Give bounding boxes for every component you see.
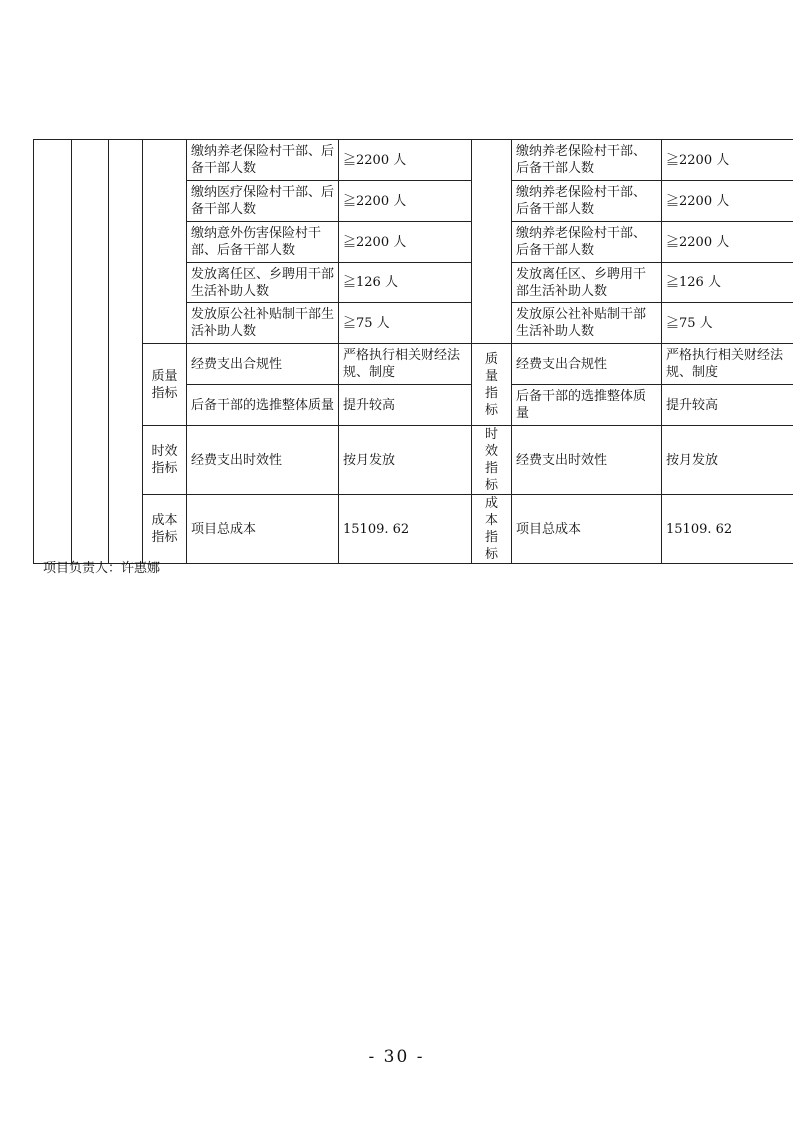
category-label: 时效指标 [484, 427, 498, 493]
page-number: - 30 - [368, 1047, 425, 1067]
left-indicator-value: 严格执行相关财经法规、制度 [339, 344, 472, 385]
category-label: 时效指标 [151, 444, 178, 476]
outer-blank-cell [109, 140, 143, 564]
left-quality-category [143, 344, 187, 426]
left-indicator-value: 按月发放 [339, 426, 472, 495]
table-row [34, 140, 793, 181]
left-indicator-name: 发放原公社补贴制干部生活补助人数 [187, 303, 339, 344]
table-row [34, 495, 793, 564]
right-indicator-name: 发放离任区、乡聘用干部生活补助人数 [512, 263, 662, 303]
left-cost-category [143, 495, 187, 564]
table-row [34, 426, 793, 495]
right-quality-category [472, 344, 512, 426]
right-indicator-name: 发放原公社补贴制干部生活补助人数 [512, 303, 662, 344]
left-indicator-name: 发放离任区、乡聘用干部生活补助人数 [187, 263, 339, 303]
left-indicator-value: ≧75 人 [339, 303, 472, 344]
right-indicator-name: 经费支出时效性 [512, 426, 662, 495]
right-indicator-name: 缴纳养老保险村干部、后备干部人数 [512, 181, 662, 222]
right-indicator-value: ≧126 人 [662, 263, 793, 303]
right-indicator-value: 提升较高 [662, 385, 793, 426]
left-indicator-name: 缴纳医疗保险村干部、后备干部人数 [187, 181, 339, 222]
left-indicator-value: ≧2200 人 [339, 181, 472, 222]
left-indicator-name: 缴纳意外伤害保险村干部、后备干部人数 [187, 222, 339, 263]
category-label: 成本指标 [151, 513, 178, 545]
left-indicator-value: ≧126 人 [339, 263, 472, 303]
right-indicator-value: ≧75 人 [662, 303, 793, 344]
left-indicator-name: 后备干部的选推整体质量 [187, 385, 339, 426]
category-label: 质量指标 [484, 351, 498, 418]
left-indicator-value: ≧2200 人 [339, 140, 472, 181]
right-indicator-value: 按月发放 [662, 426, 793, 495]
right-cost-category [472, 495, 512, 564]
left-indicator-name: 项目总成本 [187, 495, 339, 564]
left-category-blank [143, 140, 187, 344]
right-indicator-value: ≧2200 人 [662, 140, 793, 181]
right-indicator-value: ≧2200 人 [662, 222, 793, 263]
left-indicator-value: 15109. 62 [339, 495, 472, 564]
right-indicator-value: 严格执行相关财经法规、制度 [662, 344, 793, 385]
right-indicator-value: 15109. 62 [662, 495, 793, 564]
left-indicator-value: 提升较高 [339, 385, 472, 426]
left-indicator-name: 缴纳养老保险村干部、后备干部人数 [187, 140, 339, 181]
right-indicator-name: 缴纳养老保险村干部、后备干部人数 [512, 140, 662, 181]
project-lead-note: 项目负责人：许惠娜 [43, 561, 161, 576]
category-label: 质量指标 [151, 368, 178, 401]
outer-blank-cell [72, 140, 109, 564]
right-indicator-name: 缴纳养老保险村干部、后备干部人数 [512, 222, 662, 263]
table-row [34, 344, 793, 385]
right-indicator-name: 项目总成本 [512, 495, 662, 564]
left-indicator-name: 经费支出时效性 [187, 426, 339, 495]
right-indicator-name: 后备干部的选推整体质量 [512, 385, 662, 426]
right-timeliness-category [472, 426, 512, 495]
left-indicator-value: ≧2200 人 [339, 222, 472, 263]
performance-indicator-table [33, 139, 793, 564]
left-indicator-name: 经费支出合规性 [187, 344, 339, 385]
right-indicator-name: 经费支出合规性 [512, 344, 662, 385]
category-label: 成本指标 [484, 496, 498, 562]
right-indicator-value: ≧2200 人 [662, 181, 793, 222]
left-timeliness-category [143, 426, 187, 495]
outer-blank-cell [34, 140, 72, 564]
right-category-blank [472, 140, 512, 344]
